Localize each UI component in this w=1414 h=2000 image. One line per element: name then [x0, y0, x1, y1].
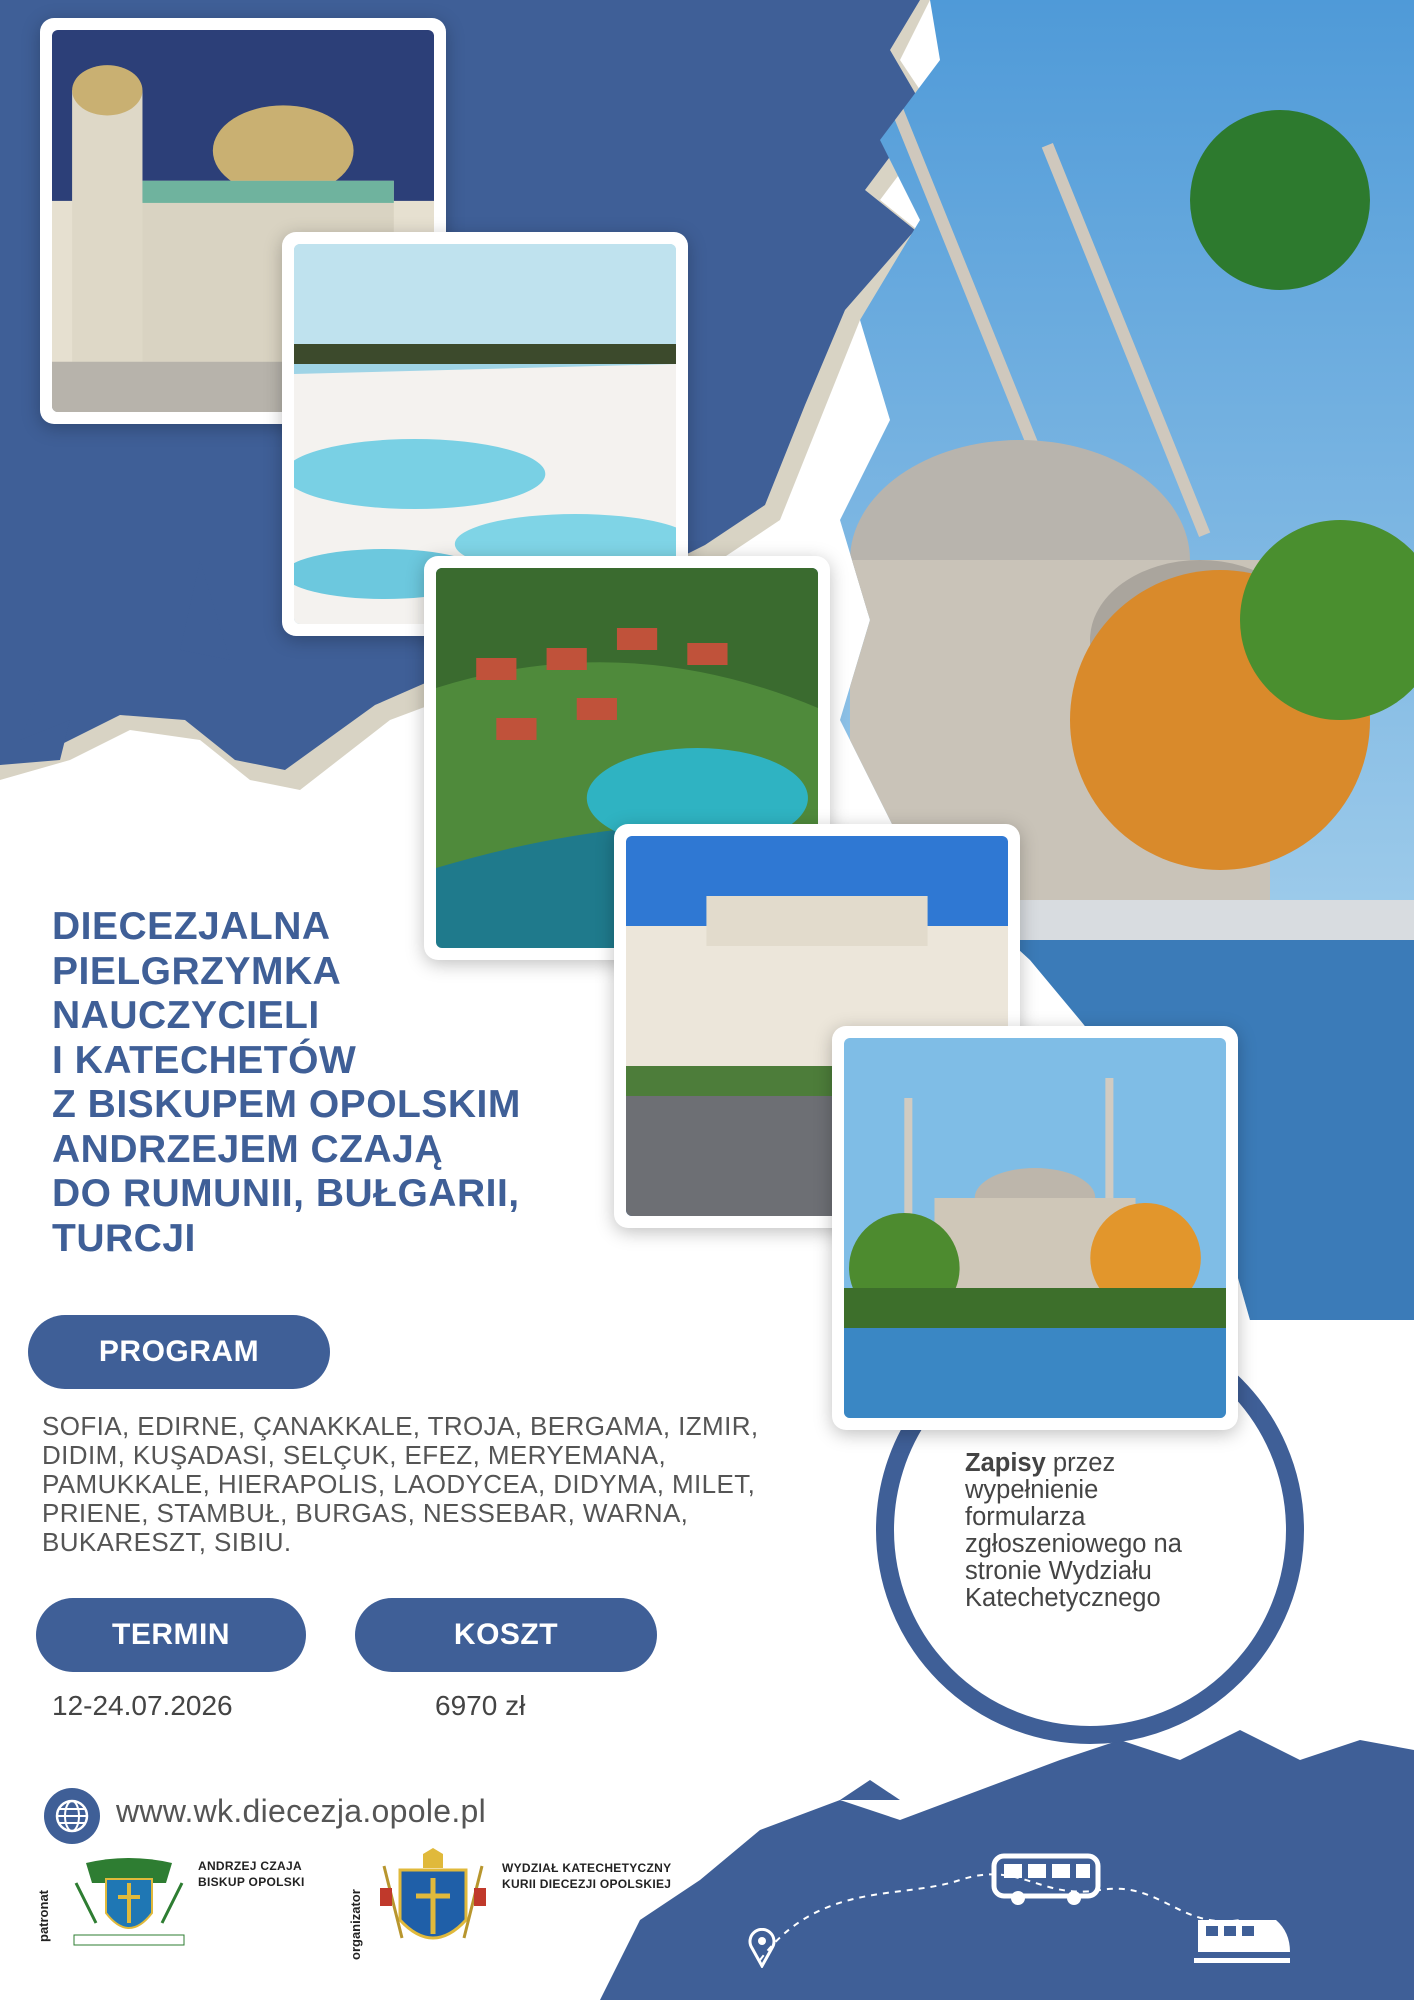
bus-icon — [990, 1852, 1102, 1908]
organizer-label: organizator — [348, 1889, 363, 1960]
diocese-coat-of-arms-logo — [378, 1848, 488, 1960]
title-line: PIELGRZYMKA — [52, 949, 342, 993]
patron-name-line: BISKUP OPOLSKI — [198, 1875, 305, 1889]
registration-first-line: przez — [1045, 1449, 1116, 1477]
title-line: NAUCZYCIELI — [52, 994, 320, 1037]
organizer-name-line: WYDZIAŁ KATECHETYCZNY — [502, 1861, 672, 1875]
title-line: ANDRZEJEM CZAJĄ — [52, 1127, 444, 1171]
registration-line: Katechetycznego — [965, 1584, 1161, 1612]
organizer-name-line: KURII DIECEZJI OPOLSKIEJ — [502, 1877, 672, 1891]
termin-label: TERMIN — [36, 1598, 306, 1672]
program-line: SOFIA, EDIRNE, ÇANAKKALE, TROJA, BERGAMA, IZMIR, — [42, 1411, 759, 1441]
registration-bold: Zapisy — [965, 1449, 1046, 1477]
registration-line: formularza — [965, 1503, 1086, 1531]
termin-value: 12-24.07.2026 — [52, 1690, 233, 1721]
program-label: PROGRAM — [28, 1315, 330, 1389]
photo-card-istanbul-mosque — [832, 1026, 1238, 1430]
koszt-value: 6970 zł — [435, 1690, 526, 1721]
title-line: DO RUMUNII, BUŁGARII, — [52, 1172, 520, 1215]
program-line: PRIENE, STAMBUŁ, BURGAS, NESSEBAR, WARNA, — [42, 1498, 689, 1528]
train-icon — [1192, 1912, 1292, 1968]
title-line: DIECEZJALNA — [52, 905, 331, 948]
registration-line: wypełnienie — [965, 1476, 1099, 1504]
registration-line: stronie Wydziału — [965, 1557, 1152, 1585]
title-line: I KATECHETÓW — [52, 1038, 357, 1082]
globe-icon — [44, 1788, 100, 1844]
organizer-name — [502, 1860, 671, 1892]
title-line: Z BISKUPEM OPOLSKIM — [52, 1083, 521, 1126]
program-line: BUKARESZT, SIBIU. — [42, 1527, 292, 1557]
patron-name — [198, 1858, 305, 1890]
registration-info — [965, 1450, 1265, 1612]
website-link[interactable]: www.wk.diecezja.opole.pl — [116, 1793, 487, 1829]
registration-line: zgłoszeniowego na — [965, 1530, 1182, 1558]
koszt-label: KOSZT — [355, 1598, 657, 1672]
bishop-coat-of-arms-logo — [66, 1853, 192, 1949]
location-pin-icon — [748, 1928, 776, 1968]
title-line: TURCJI — [52, 1216, 196, 1260]
patron-name-line: ANDRZEJ CZAJA — [198, 1859, 302, 1873]
page-title — [52, 905, 521, 1261]
program-list — [42, 1412, 862, 1557]
patron-label: patronat — [36, 1890, 51, 1942]
program-line: DIDIM, KUŞADASI, SELÇUK, EFEZ, MERYEMANA, — [42, 1440, 667, 1470]
program-line: PAMUKKALE, HIERAPOLIS, LAODYCEA, DIDYMA, MILET, — [42, 1469, 756, 1499]
